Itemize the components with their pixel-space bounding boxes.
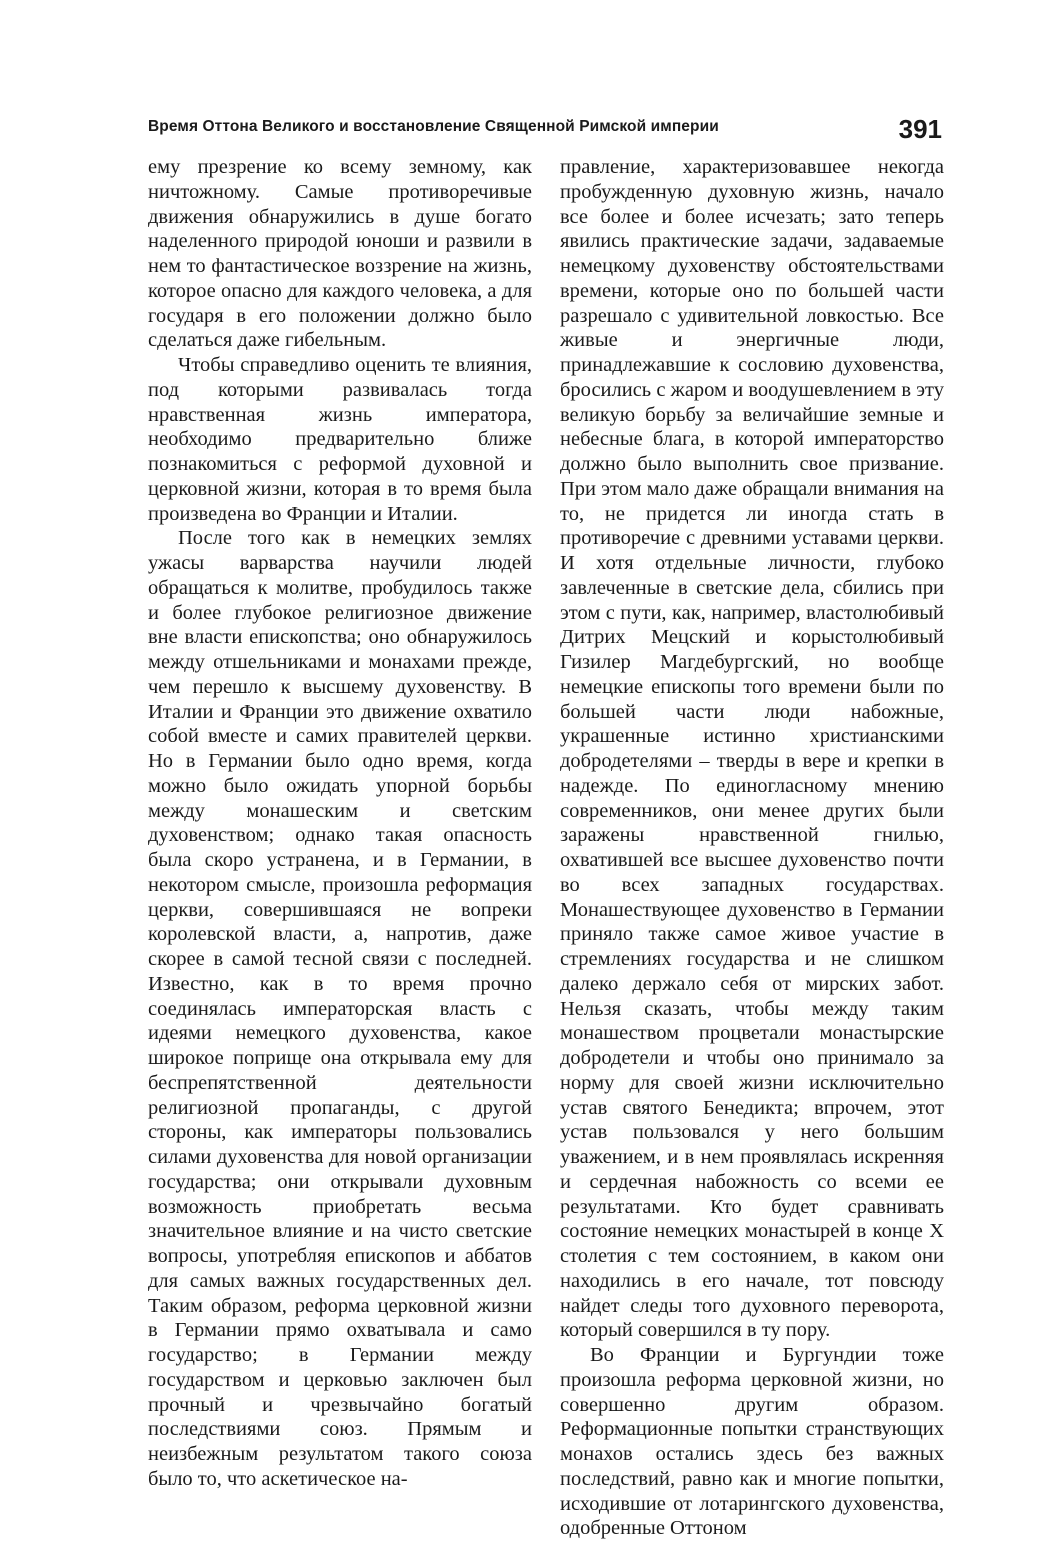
paragraph: Чтобы справедливо оценить те влияния, под которыми развивалась тогда нравственная жизнь императора, необходимо предварительно ближе познакомиться с реформой духовной и церковной жизни, которая в то время была произведена во Франции и Италии. — [148, 354, 532, 525]
page-number: 391 — [898, 114, 942, 144]
running-header — [148, 112, 942, 152]
paragraph: Во Франции и Бургундии тоже произошла реформа церковной жизни, но совершенно другим образом. Реформационные попытки странствующих монахов остались здесь без важных последствий, равно как и многие попытки, исходившие от лотарингского духовенства, одобренные Оттоном — [560, 1344, 944, 1540]
paragraph: После того как в немецких землях ужасы варварства научили людей обращаться к молитве, пробудилось также и более глубокое религиозное движение вне власти епископства; оно обнаружилось между отшельниками и монахами прежде, чем перешло к высшему духовенству. В Италии и Франции это движение охватило собой вместе и самих правителей церкви. Но в Германии было одно время, когда можно было ожидать упорной борьбы между монашеским и светским духовенством; однако такая опасность была скоро устранена, и в Германии, в некотором смысле, произошла реформация церкви, совершившаяся не вопреки королевской власти, а, напротив, даже скорее в самой тесной связи с последней. Известно, как в то время прочно соединялась императорская власть с идеями немецкого духовенства, какое широкое поприще она открывала ему для беспрепятственной деятельности религиозной пропаганды, с другой стороны, как императоры пользовались силами духовенства для новой организации государства; они открывали духовным возможность приобретать весьма значительное влияние и на чисто светские вопросы, употребляя епископов и аббатов для самых важных государственных дел. Таким образом, реформа церковной жизни в Германии прямо охватывала и само государство; в Германии между государством и церковью заключен был прочный и чрезвычайно богатый последствиями союз. Прямым и неизбежным результатом такого союза было то, что аскетическое на- — [148, 527, 532, 1490]
right-column — [560, 155, 944, 1541]
left-column — [148, 155, 532, 1492]
running-header-title: Время Оттона Великого и восстановление Священной Римской империи — [148, 118, 719, 135]
paragraph: ему презрение ко всему земному, как ничтожному. Самые противоречивые движения обнаружились в душе богато наделенного природой юноши и развили в нем то фантастическое воззрение на жизнь, которое опасно для каждого человека, а для государя в его положении должно было сделаться даже гибельным. — [148, 156, 532, 352]
paragraph: правление, характеризовавшее некогда пробужденную духовную жизнь, начало все более и более исчезать; зато теперь явились практические задачи, задаваемые немецкому духовенству обстоятельствами времени, которые оно по большей части разрешало с удивительной ловкостью. Все живые и энергичные люди, принадлежавшие к сословию духовенства, бросились с жаром и воодушевлением в эту великую борьбу за величайшие земные и небесные блага, в которой императорство должно было выполнить свое призвание. При этом мало даже обращали внимания на то, не придется ли иногда стать в противоречие с древними уставами церкви. И хотя отдельные личности, глубоко завлеченные в светские дела, сбились при этом с пути, как, например, властолюбивый Дитрих Мецский и корыстолюбивый Гизилер Магдебургский, но вообще немецкие епископы того времени были по большей части люди набожные, украшенные истинно христианскими добродетелями – тверды в вере и крепки в надежде. По единогласному мнению современников, они менее других были заражены нравственной гнилью, охватившей все высшее духовенство почти во всех западных государствах. Монашествующее духовенство в Германии приняло также самое живое участие в стремлениях государства и не слишком далеко держало себя от мирских забот. Нельзя сказать, чтобы между таким монашеством процветали монастырские добродетели и чтобы оно принимало за норму для своей жизни исключительно устав святого Бенедикта; впрочем, этот устав пользовался у него большим уважением, и в нем проявлялась искренняя и сердечная набожность со всеми ее результатами. Кто будет сравнивать состояние немецких монастырей в конце X столетия с тем состоянием, в каком они находились в его начале, тот повсюду найдет следы того духовного переворота, который совершился в ту пору. — [560, 156, 944, 1342]
